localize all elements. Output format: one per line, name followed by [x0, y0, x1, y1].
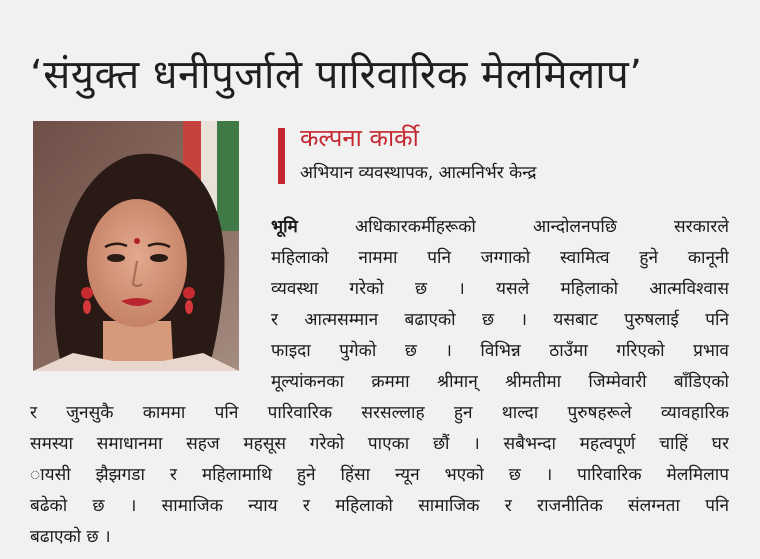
article-line: र जुनसुकै काममा पनि पारिवारिक सरसल्लाह हुन थाल्दा पुरुषहरूले व्यावहारिक — [30, 403, 729, 423]
article-line: समस्या समाधानमा सहज महसूस गरेको पाएका छौं । सबैभन्दा महत्वपूर्ण चाहिं घर — [30, 434, 729, 454]
author-name: कल्पना कार्की — [300, 124, 419, 152]
lead-word: भूमि — [271, 217, 298, 237]
author-photo — [33, 121, 239, 371]
article-line: मूल्यांकनका क्रममा श्रीमान् श्रीमतीमा जिम्मेवारी बाँडिएको — [271, 372, 729, 392]
article-line: महिलाको नाममा पनि जग्गाको स्वामित्व हुने कानूनी — [271, 248, 729, 268]
article-line: र आत्मसम्मान बढाएको छ । यसबाट पुरुषलाई पनि — [271, 310, 729, 330]
article-headline: ‘संयुक्त धनीपुर्जाले पारिवारिक मेलमिलाप’ — [30, 51, 643, 98]
author-title: अभियान व्यवस्थापक, आत्मनिर्भर केन्द्र — [300, 163, 537, 183]
byline-accent-bar — [278, 128, 285, 184]
portrait-woman-image — [33, 121, 239, 371]
article-line: बढाएको छ । — [30, 527, 111, 547]
article-line: बढेको छ । सामाजिक न्याय र महिलाको सामाजिक र राजनीतिक संलग्नता पनि — [30, 496, 729, 516]
article-line: ायसी झैझगडा र महिलामाथि हुने हिंसा न्यून भएको छ । पारिवारिक मेलमिलाप — [30, 465, 729, 485]
article-line: व्यवस्था गरेको छ । यसले महिलाको आत्मविश्वास — [271, 279, 729, 299]
article-line — [271, 212, 729, 243]
article-line: फाइदा पुगेको छ । विभिन्न ठाउँमा गरिएको प्रभाव — [271, 341, 729, 361]
article-body-transition — [271, 367, 729, 398]
article-body-beside-photo — [271, 212, 729, 367]
article-line-text: अधिकारकर्मीहरूको आन्दोलनपछि सरकारले — [354, 217, 729, 237]
article-body-full-width — [30, 398, 729, 553]
